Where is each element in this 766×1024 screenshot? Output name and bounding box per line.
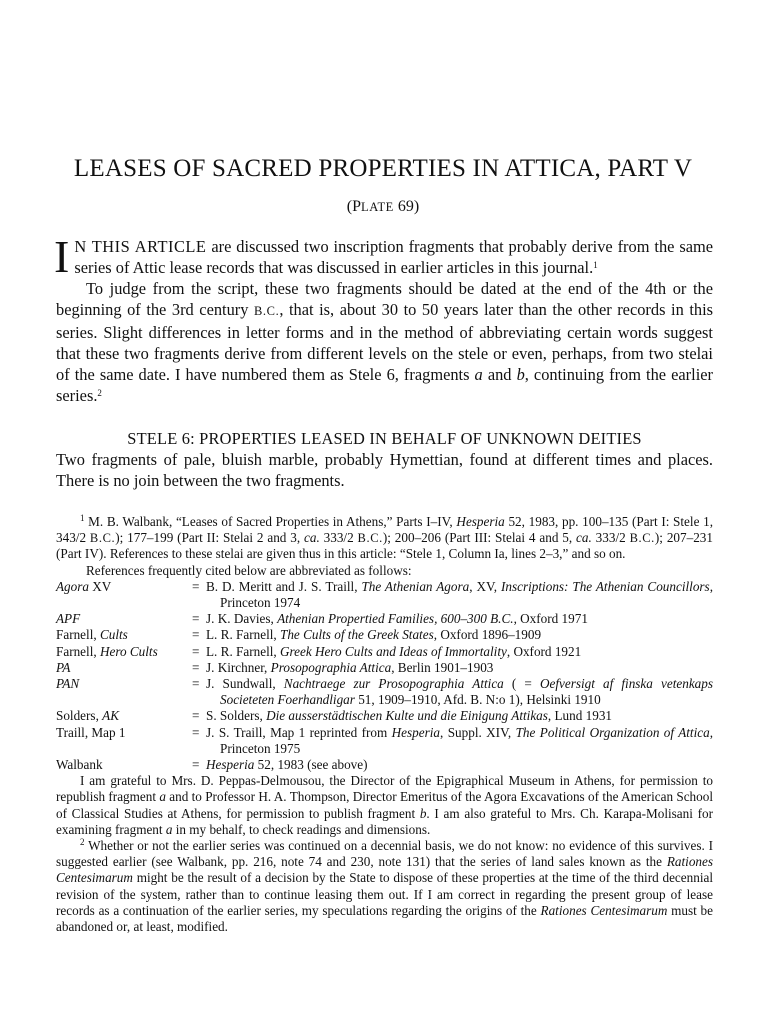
citation-title: The Cults of the Greek States	[280, 627, 434, 643]
abbreviation-value	[206, 660, 713, 676]
citation-title: Nachtraege zur Prosopographia Attica	[283, 676, 504, 692]
abbreviation-row	[56, 676, 713, 708]
footnotes	[56, 514, 713, 935]
plate-open: (P	[346, 198, 361, 215]
p2-bc: B.C.	[254, 304, 280, 318]
citation-publication: , Berlin 1901–1903	[391, 659, 494, 675]
abbreviation-key-italic-2: Hero Cults	[99, 643, 158, 659]
fn1-text-6: 333/2	[591, 530, 630, 546]
abbreviation-citation	[206, 644, 713, 660]
abbreviation-key	[56, 660, 192, 676]
ack-frag-a: a	[159, 789, 166, 805]
abbreviation-row	[56, 725, 713, 757]
abbreviation-row	[56, 611, 713, 627]
fn1-text-7: ); 207–231 (Part IV). References to these stelai are given thus in this article: “Stele 1, Column Ia, lines 2–3,” and so on.	[56, 530, 713, 562]
citation-publication: , Oxford 1896–1909	[433, 627, 542, 643]
intro-paragraph-2	[56, 278, 713, 406]
abbreviation-key	[56, 579, 192, 611]
abbreviation-key-text: Walbank	[56, 757, 103, 773]
footnote-ref-2[interactable]: 2	[97, 388, 102, 398]
abbreviation-value	[206, 627, 713, 643]
abbreviation-citation	[206, 611, 713, 627]
citation-author: L. R. Farnell,	[206, 627, 280, 643]
fn1-ca-1: ca.	[304, 530, 320, 546]
citation-publication: , Princeton 1974	[220, 578, 713, 611]
abbreviation-row	[56, 627, 713, 643]
citation-middle: ( =	[503, 676, 540, 692]
citation-title: The Athenian Agora	[361, 578, 470, 594]
abbreviation-equals: =	[192, 659, 200, 675]
abbreviation-row	[56, 660, 713, 676]
lead-caps: N THIS ARTICLE	[74, 237, 207, 256]
abbreviation-key	[56, 757, 192, 773]
plate-caps: LATE	[360, 200, 394, 214]
citation-publication: , Lund 1931	[547, 708, 613, 724]
fn2-rationes-2: Rationes Centesimarum	[540, 902, 668, 918]
fn1-bc-2: B.C.	[357, 531, 383, 546]
citation-middle: , XV,	[469, 578, 502, 594]
intro-text	[54, 231, 714, 406]
abbreviation-row	[56, 708, 713, 724]
abbreviation-value	[206, 676, 713, 708]
abbreviation-citation	[206, 708, 713, 724]
abbreviation-key-italic: Agora	[56, 578, 89, 594]
ack-frag-a-2: a	[165, 821, 173, 837]
citation-author: B. D. Meritt and J. S. Traill,	[206, 578, 362, 594]
p2-text-a: To judge from the script, these two fragments should be dated at the end of the 4th or the beginning of the 3rd century	[56, 279, 713, 319]
footnote-2	[56, 838, 713, 935]
citation-publication: , Oxford 1921	[506, 643, 582, 659]
article-title: LEASES OF SACRED PROPERTIES IN ATTICA, PART V	[73, 155, 693, 182]
abbreviation-citation	[206, 660, 713, 676]
abbreviation-key-italic-2: AK	[102, 708, 120, 724]
p1-text: are discussed two inscription fragments that probably derive from the same series of Attic lease records that was discussed in earlier articles in this journal.	[74, 237, 714, 277]
abbreviation-citation	[206, 627, 713, 643]
section-text: Two fragments of pale, bluish marble, probably Hymettian, found at different times and places. There is no join between the two fragments.	[56, 450, 713, 490]
citation-author: S. Solders,	[206, 708, 267, 724]
abbreviation-row	[56, 644, 713, 660]
ack-text-4: in my behalf, to check readings and dimensions.	[172, 821, 431, 837]
abbreviation-key-italic: PAN	[56, 676, 80, 692]
footnote-ref-1[interactable]: 1	[593, 260, 598, 270]
abbreviation-key	[56, 644, 192, 660]
abbreviation-key-italic: APF	[56, 611, 81, 627]
citation-title: Die ausserstädtischen Kulte und die Einigung Attikas	[266, 708, 548, 724]
abbreviation-citation	[206, 579, 713, 611]
abbreviation-value	[206, 708, 713, 724]
ack-text-1: I am grateful to Mrs. D. Peppas-Delmousou, the Director of the Epigraphical Museum in Athens, for permission to republish fragment	[56, 773, 713, 805]
citation-title: Hesperia	[206, 757, 255, 773]
fn1-text-5: ); 200–206 (Part III: Stelai 4 and 5,	[382, 530, 577, 546]
p2-frag-b: b	[516, 365, 525, 384]
citation-subtitle: The Political Organization of Attica	[515, 724, 710, 740]
footnote-1	[56, 514, 713, 563]
footnote-1-number: 1	[80, 513, 85, 523]
abbreviation-row	[56, 757, 713, 773]
abbreviation-value	[206, 644, 713, 660]
abbreviations-body	[56, 579, 713, 773]
citation-title: Hesperia	[391, 724, 441, 740]
citation-author: J. Kirchner,	[206, 659, 271, 675]
fn1-bc-3: B.C.	[629, 531, 655, 546]
abbreviation-equals: =	[192, 627, 200, 643]
citation-author: J. Sundwall,	[206, 676, 284, 692]
citation-middle: , Suppl. XIV,	[440, 724, 516, 740]
references-intro: References frequently cited below are abbreviated as follows:	[86, 562, 412, 578]
drop-cap: I	[54, 231, 70, 282]
abbreviation-key-text: Solders,	[56, 708, 103, 724]
fn1-text-4: 333/2	[319, 530, 358, 546]
abbreviation-value	[206, 579, 713, 611]
footnote-2-number: 2	[80, 837, 85, 848]
fn1-journal: Hesperia	[456, 514, 505, 529]
abbreviation-key	[56, 708, 192, 724]
abbreviation-equals: =	[192, 643, 200, 659]
abbreviations-table	[56, 579, 713, 773]
stele-section	[56, 428, 713, 491]
citation-title: Prosopographia Attica	[270, 659, 392, 675]
p2-text-b: , that is, about 30 to 50 years later than the other records in this series. Slight differences in letter forms and in the method of abbreviating certain words suggest that these two fragments derive from different levels on the stele or even, perhaps, from two stelai of the same date. I have numbered them as Stele 6, fragments	[56, 300, 713, 384]
citation-publication: , Princeton 1975	[220, 724, 713, 756]
citation-subtitle: Inscriptions: The Athenian Councillors	[501, 578, 710, 594]
p2-text-c: , continuing from the earlier series.	[56, 365, 713, 405]
section-heading: STELE 6: PROPERTIES LEASED IN BEHALF OF UNKNOWN DEITIES	[127, 429, 642, 448]
p2-and: and	[482, 365, 517, 384]
abbreviation-equals: =	[192, 757, 200, 773]
abbreviation-key	[56, 676, 192, 708]
fn2-text-1: Whether or not the earlier series was continued on a decennial basis, we do not know: no evidence of this survives. I suggested earlier (see Walbank, pp. 216, note 74 and 230, note 131) that the series of land sales known as the	[56, 838, 713, 870]
abbreviation-equals: =	[192, 676, 200, 692]
citation-author: J. S. Traill, Map 1 reprinted from	[206, 724, 392, 740]
fn2-text-2: might be the result of a decision by the State to dispose of these properties at the time of the third decennial revision of the system, rather than to continue leasing them out. If I am correct in regarding the present group of lease records as a continuation of the earlier series, my speculations regarding the origins of the	[56, 870, 713, 918]
abbreviation-citation	[206, 725, 713, 757]
fn1-text-3: ); 177–199 (Part II: Stelai 2 and 3,	[115, 530, 305, 546]
abbreviation-value	[206, 725, 713, 757]
abbreviation-key-text: XV	[88, 578, 112, 594]
plate-reference	[0, 197, 766, 217]
citation-author: J. K. Davies,	[206, 611, 278, 627]
abbreviation-key	[56, 627, 192, 643]
abbreviation-equals: =	[192, 724, 200, 740]
abbreviation-key-text: Traill, Map 1	[56, 724, 126, 740]
intro-paragraph-1	[54, 231, 714, 282]
abbreviation-equals: =	[192, 708, 200, 724]
citation-subtitle: Oefversigt af finska vetenkaps Societeten Foerhandligar	[220, 676, 713, 708]
abbreviation-key-italic-2: Cults	[99, 627, 128, 643]
abbreviation-citation	[206, 676, 713, 708]
fn1-bc-1: B.C.	[89, 531, 116, 546]
citation-publication: 52, 1983 (see above)	[254, 757, 368, 773]
ack-text-3: . I am also grateful to Mrs. Ch. Karapa-Molisani for examining fragment	[56, 805, 713, 837]
abbreviation-key	[56, 725, 192, 757]
abbreviation-equals: =	[192, 611, 200, 627]
citation-publication: , Oxford 1971	[513, 611, 588, 627]
abbreviation-value	[206, 611, 713, 627]
citation-publication: 51, 1909–1910, Afd. B. N:o 1), Helsinki 1910	[354, 692, 601, 708]
fn1-ca-2: ca.	[576, 530, 592, 546]
fn1-text-2: 52, 1983, pp. 100–135 (Part I: Stele 1, 343/2	[56, 514, 714, 546]
abbreviation-row	[56, 579, 713, 611]
abbreviation-value	[206, 757, 713, 773]
citation-author: L. R. Farnell,	[206, 643, 280, 659]
abbreviation-key-italic: PA	[56, 659, 71, 675]
acknowledgements	[56, 773, 713, 838]
fn1-text-1: M. B. Walbank, “Leases of Sacred Properties in Athens,” Parts I–IV,	[84, 514, 457, 529]
citation-title: Greek Hero Cults and Ideas of Immortality	[280, 643, 507, 659]
abbreviation-equals: =	[192, 578, 200, 594]
citation-title: Athenian Propertied Families, 600–300 B.C.	[277, 611, 514, 627]
ack-text-2: and to Professor H. A. Thompson, Director Emeritus of the Agora Excavations of the American School of Classical Studies at Athens, for permission to publish fragment	[56, 789, 713, 821]
plate-number: 69)	[393, 198, 420, 215]
fn2-text-3: must be abandoned or, at least, modified.	[56, 902, 713, 935]
abbreviation-key	[56, 611, 192, 627]
ack-frag-b: b	[419, 805, 427, 821]
abbreviation-key-text: Farnell,	[56, 627, 100, 643]
abbreviation-key-text: Farnell,	[56, 643, 100, 659]
fn2-rationes-1: Rationes Centesimarum	[56, 854, 713, 886]
p2-frag-a: a	[474, 365, 483, 384]
abbreviation-citation	[206, 757, 713, 773]
